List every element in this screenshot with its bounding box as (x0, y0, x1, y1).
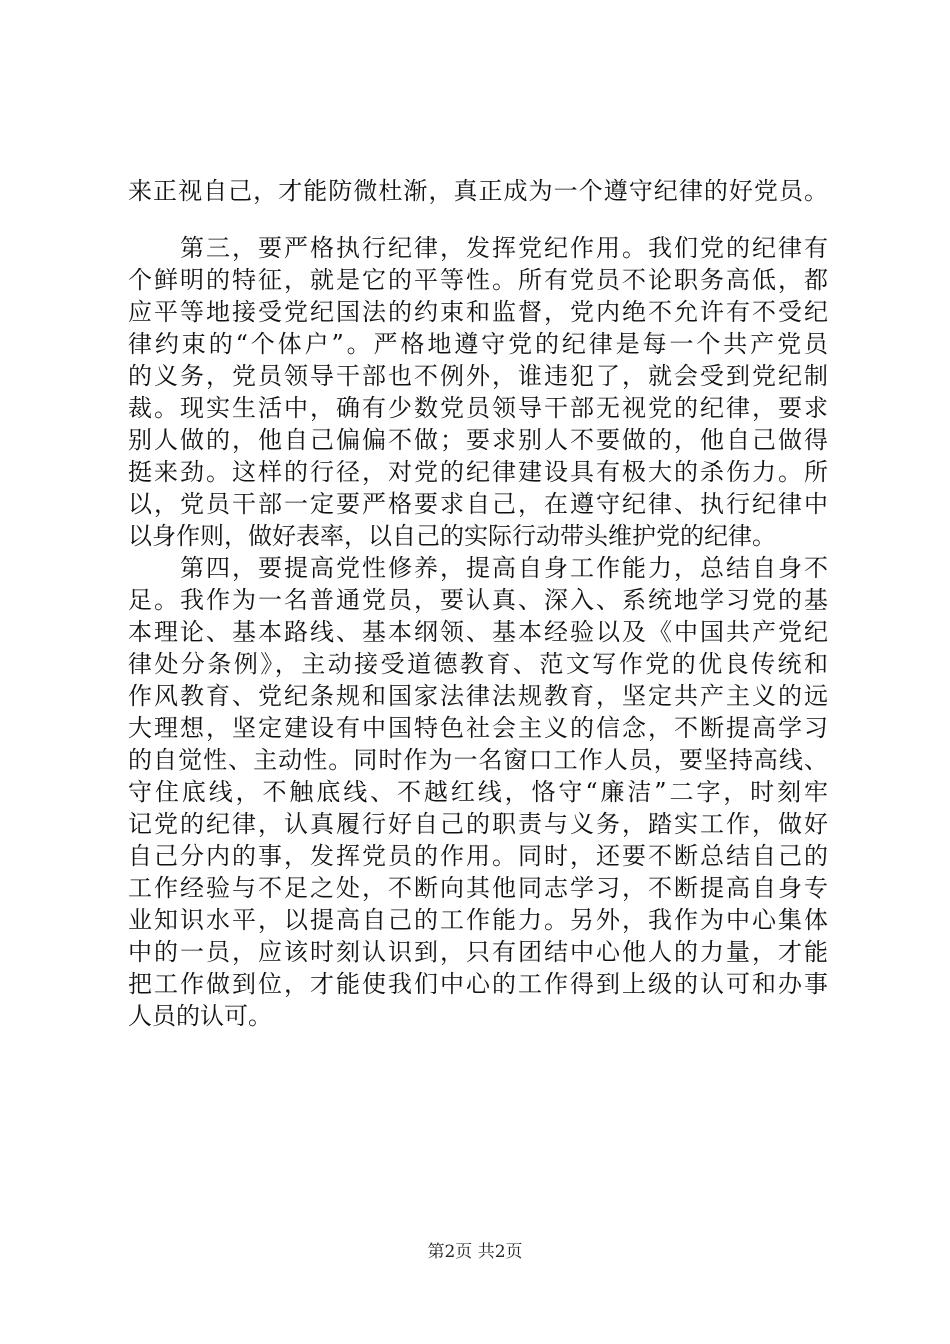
text-line: 以身作则，做好表率，以自己的实际行动带头维护党的纪律。 (128, 522, 776, 550)
text-line: 把工作做到位，才能使我们中心的工作得到上级的认可和办事 (128, 970, 828, 998)
text-line: 自己分内的事，发挥党员的作用。同时，还要不断总结自己的 (128, 842, 828, 870)
text-line: 大理想，坚定建设有中国特色社会主义的信念，不断提高学习 (128, 714, 828, 742)
text-line: 的自觉性、主动性。同时作为一名窗口工作人员，要坚持高线、 (128, 746, 828, 774)
text-line: 别人做的，他自己偏偏不做；要求别人不要做的，他自己做得 (128, 426, 828, 454)
text-line: 挺来劲。这样的行径，对党的纪律建设具有极大的杀伤力。所 (128, 458, 828, 486)
text-line: 作风教育、党纪条规和国家法律法规教育，坚定共产主义的远 (128, 682, 828, 710)
page-number-footer: 第2页 共2页 (427, 1242, 523, 1262)
text-line: 律约束的“个体户”。严格地遵守党的纪律是每一个共产党员 (128, 330, 828, 358)
text-line: 人员的认可。 (128, 1002, 272, 1030)
text-line: 以，党员干部一定要严格要求自己，在遵守纪律、执行纪律中 (128, 490, 828, 518)
text-line: 记党的纪律，认真履行好自己的职责与义务，踏实工作，做好 (128, 810, 828, 838)
text-line: 律处分条例》，主动接受道德教育、范文写作党的优良传统和 (128, 650, 828, 678)
text-line: 第三，要严格执行纪律，发挥党纪作用。我们党的纪律有 (128, 234, 828, 262)
text-line: 个鲜明的特征，就是它的平等性。所有党员不论职务高低，都 (128, 266, 828, 294)
text-line: 业知识水平，以提高自己的工作能力。另外，我作为中心集体 (128, 906, 828, 934)
text-line: 第四，要提高党性修养，提高自身工作能力，总结自身不 (128, 554, 828, 582)
text-line: 裁。现实生活中，确有少数党员领导干部无视党的纪律，要求 (128, 394, 828, 422)
text-line: 来正视自己，才能防微杜渐，真正成为一个遵守纪律的好党员。 (128, 177, 828, 205)
text-line: 工作经验与不足之处，不断向其他同志学习，不断提高自身专 (128, 874, 828, 902)
text-line: 应平等地接受党纪国法的约束和监督，党内绝不允许有不受纪 (128, 298, 828, 326)
text-line: 本理论、基本路线、基本纲领、基本经验以及《中国共产党纪 (128, 618, 828, 646)
text-line: 足。我作为一名普通党员，要认真、深入、系统地学习党的基 (128, 586, 828, 614)
text-line: 的义务，党员领导干部也不例外，谁违犯了，就会受到党纪制 (128, 362, 828, 390)
text-line: 中的一员，应该时刻认识到，只有团结中心他人的力量，才能 (128, 938, 828, 966)
text-line: 守住底线，不触底线、不越红线，恪守“廉洁”二字，时刻牢 (128, 778, 828, 806)
